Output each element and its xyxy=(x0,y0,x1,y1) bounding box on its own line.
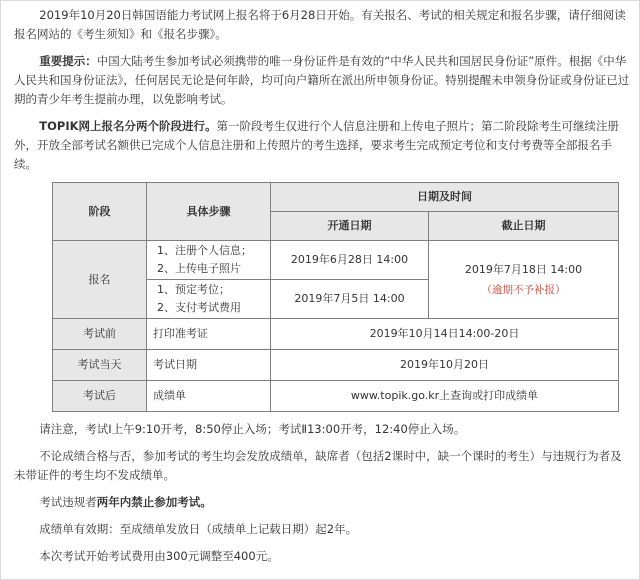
before-exam-step: 打印准考证 xyxy=(147,319,271,350)
phase1-steps-cell xyxy=(147,241,271,280)
late-registration-note: （逾期不予补报） xyxy=(481,283,566,296)
exam-day-step: 考试日期 xyxy=(147,350,271,381)
schedule-table xyxy=(52,182,619,412)
registration-stage-cell: 报名 xyxy=(53,241,147,319)
header-stage: 阶段 xyxy=(53,183,147,241)
violation-note xyxy=(14,493,630,512)
absence-note: 不论成绩合格与否，参加考试的考生均会发放成绩单，缺席者（包括2课时中，缺一个课时的考生）与违规行为者及未带证件的考生均不发成绩单。 xyxy=(14,449,622,482)
schedule-note: 请注意，考试Ⅰ上午9:10开考，8:50停止入场；考试Ⅱ13:00开考，12:40停止入场。 xyxy=(39,422,466,436)
violation-bold: 两年内禁止参加考试。 xyxy=(96,495,212,509)
fee-note: 本次考试开始考试费用由300元调整至400元。 xyxy=(39,549,279,563)
header-steps: 具体步骤 xyxy=(147,183,271,241)
violation-prefix: 考试违规者 xyxy=(39,495,97,509)
phase2-step2: 2、支付考试费用 xyxy=(157,301,241,314)
header-datetime: 日期及时间 xyxy=(271,183,619,212)
after-exam-date: www.topik.go.kr上查询或打印成绩单 xyxy=(271,381,619,412)
exam-day-date: 2019年10月20日 xyxy=(271,350,619,381)
header-close-date: 截止日期 xyxy=(429,212,619,241)
registration-close-cell xyxy=(429,241,619,319)
important-notice xyxy=(14,52,630,109)
table-row xyxy=(53,319,619,350)
header-open-date: 开通日期 xyxy=(271,212,429,241)
after-exam-step: 成绩单 xyxy=(147,381,271,412)
phase2-steps-cell xyxy=(147,280,271,319)
important-label: 重要提示： xyxy=(39,54,97,68)
phase2-step1: 1、预定考位； xyxy=(157,283,230,296)
table-row xyxy=(53,381,619,412)
phase1-step2: 2、上传电子照片 xyxy=(157,262,241,275)
intro-paragraph: 2019年10月20日韩国语能力考试网上报名将于6月28日开始。有关报名、考试的相关规定和报名步骤，请仔细阅读报名网站的《考生须知》和《报名步骤》。 xyxy=(14,8,626,41)
stages-paragraph xyxy=(14,117,630,174)
after-exam-stage: 考试后 xyxy=(53,381,147,412)
validity-note: 成绩单有效期：至成绩单发放日（成绩单上记载日期）起2年。 xyxy=(39,522,358,536)
table-header-row xyxy=(53,183,619,212)
stages-label: TOPIK网上报名分两个阶段进行。 xyxy=(39,119,217,133)
table-row xyxy=(53,350,619,381)
exam-day-stage: 考试当天 xyxy=(53,350,147,381)
registration-close-date: 2019年7月18日 14:00 xyxy=(464,262,583,276)
phase2-open-cell: 2019年7月5日 14:00 xyxy=(271,280,429,319)
before-exam-date: 2019年10月14日14:00-20日 xyxy=(271,319,619,350)
important-text: 中国大陆考生参加考试必须携带的唯一身份证件是有效的“中华人民共和国居民身份证”原件。根据《中华人民共和国身份证法》，任何居民无论是何年龄，均可向户籍所在派出所申领身份证。特别提醒未申领身份证或身份证已过期的青少年考生提前办理，以免影响考试。 xyxy=(14,54,630,106)
phase1-open-cell: 2019年6月28日 14:00 xyxy=(271,241,429,280)
before-exam-stage: 考试前 xyxy=(53,319,147,350)
table-row xyxy=(53,241,619,280)
phase1-step1: 1、注册个人信息； xyxy=(157,244,252,257)
stages-text: 第一阶段考生仅进行个人信息注册和上传电子照片；第二阶段除考生可继续注册外，开放全部考试名额供已完成个人信息注册和上传照片的考生选择，要求考生完成预定考位和支付考费等全部报名手续。 xyxy=(14,119,620,171)
